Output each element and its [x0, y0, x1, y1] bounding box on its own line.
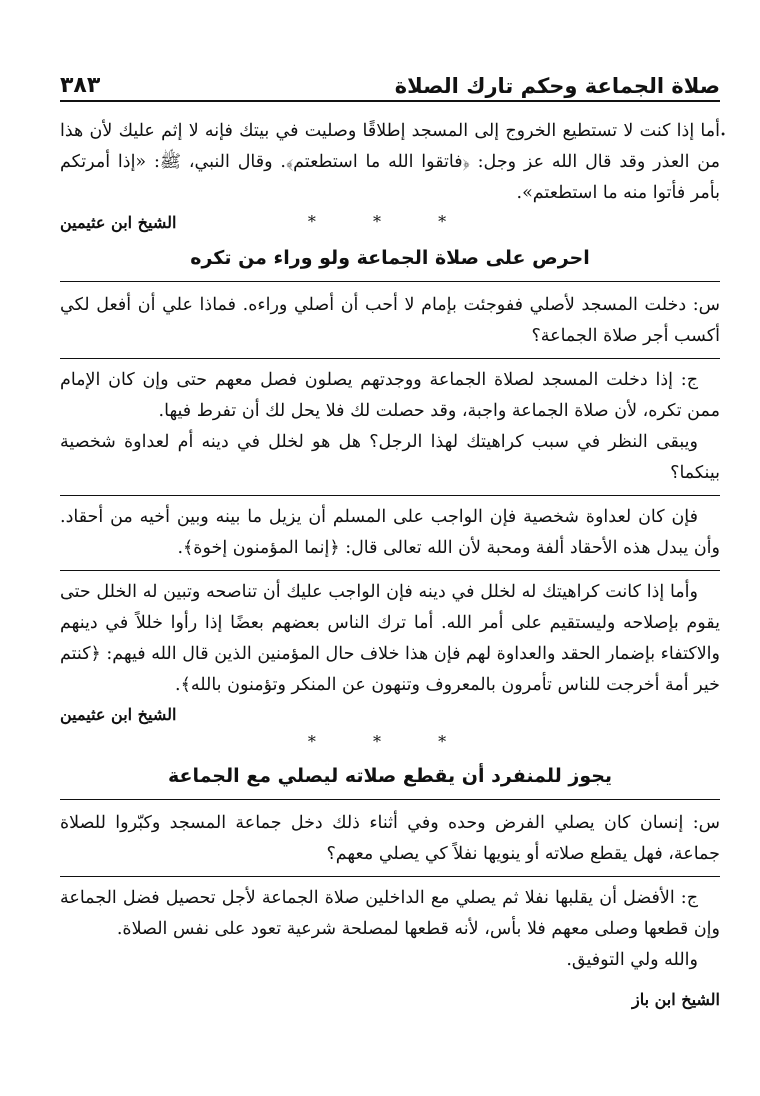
heading-rule-1	[60, 281, 720, 282]
signature-ibn-uthaymeen-2: الشيخ ابن عثيمين	[60, 705, 177, 724]
separator-stars-2: * * *	[307, 732, 473, 751]
page-content	[60, 116, 720, 1014]
signature-ibn-uthaymeen-1: الشيخ ابن عثيمين	[60, 213, 177, 232]
page-number: ٣٨٣	[60, 73, 101, 98]
answer-1b: ويبقى النظر في سبب كراهيتك لهذا الرجل؟ هل هو لخلل في دينه أم لعداوة شخصية بينكما؟	[60, 432, 720, 483]
margin-dot: •	[720, 130, 726, 141]
question-rule-2	[60, 876, 720, 877]
section-heading-2: يجوز للمنفرد أن يقطع صلاته ليصلي مع الجماعة	[167, 765, 613, 787]
heading-rule-2	[60, 799, 720, 800]
question-1: س: دخلت المسجد لأصلي ففوجئت بإمام لا أحب أن أصلي وراءه. فماذا علي أن أفعل لكي أكسب أجر صلاة الجماعة؟	[60, 295, 720, 346]
answer-1c: فإن كان لعداوة شخصية فإن الواجب على المسلم أن يزيل ما بينه وبين أخيه من أحقاد. وأن يبدل هذه الأحقاد ألفة ومحبة لأن الله تعالى قال: ﴿إنما المؤمنون إخوة﴾.	[60, 507, 720, 558]
section-heading-1: احرص على صلاة الجماعة ولو وراء من تكره	[190, 247, 590, 269]
question-rule-1	[60, 358, 720, 359]
separator-stars: * * *	[307, 212, 473, 231]
header-rule	[60, 100, 720, 102]
answer-2a: ج: الأفضل أن يقلبها نفلا ثم يصلي مع الداخلين صلاة الجماعة لأجل تحصيل فضل الجماعة وإن قطعها وصلى معهم فلا بأس، لأنه قطعها لمصلحة شرعية تعود على نفس الصلاة.	[60, 888, 720, 939]
answer-2b: والله ولي التوفيق.	[566, 950, 698, 970]
document-page	[60, 60, 726, 1060]
answer-rule-1	[60, 495, 720, 496]
answer-1a: ج: إذا دخلت المسجد لصلاة الجماعة ووجدتهم يصلون فصل معهم حتى وإن كان الإمام ممن تكره، لأن صلاة الجماعة واجبة، وقد حصلت لك فلا يحل لك أن تفرط فيها.	[60, 370, 720, 421]
page-header	[60, 60, 720, 98]
running-title: صلاة الجماعة وحكم تارك الصلاة	[394, 74, 720, 98]
question-2: س: إنسان كان يصلي الفرض وحده وفي أثناء ذلك دخل جماعة المسجد وكبّروا للصلاة جماعة، فهل يقطع صلاته أو ينويها نفلاً كي يصلي معهم؟	[60, 813, 720, 864]
answer-1d: وأما إذا كانت كراهيتك له لخلل في دينه فإن الواجب عليك أن تناصحه وتبين له الخلل حتى يقوم بإصلاحه وليستقيم على أمر الله. أما ترك الناس بعضهم بعضًا إذا رأوا خللاً في دينهم والاكتفاء بإضمار الحقد والعداوة لهم فإن هذا خلاف حال المؤمنين الذين قال الله فيهم: ﴿كنتم خير أمة أخرجت للناس تأمرون بالمعروف وتنهون عن المنكر وتؤمنون بالله﴾.	[60, 582, 720, 695]
paragraph-intro: أما إذا كنت لا تستطيع الخروج إلى المسجد إطلاقًا وصليت في بيتك فإنه لا إثم عليك لأن هذا من العذر وقد قال الله عز وجل: ﴿فاتقوا الله ما استطعتم﴾. وقال النبي، ﷺ: «إذا أمرتكم بأمر فأتوا منه ما استطعتم».	[60, 121, 720, 203]
answer-rule-2	[60, 570, 720, 571]
signature-ibn-baz: الشيخ ابن باز	[631, 990, 720, 1009]
